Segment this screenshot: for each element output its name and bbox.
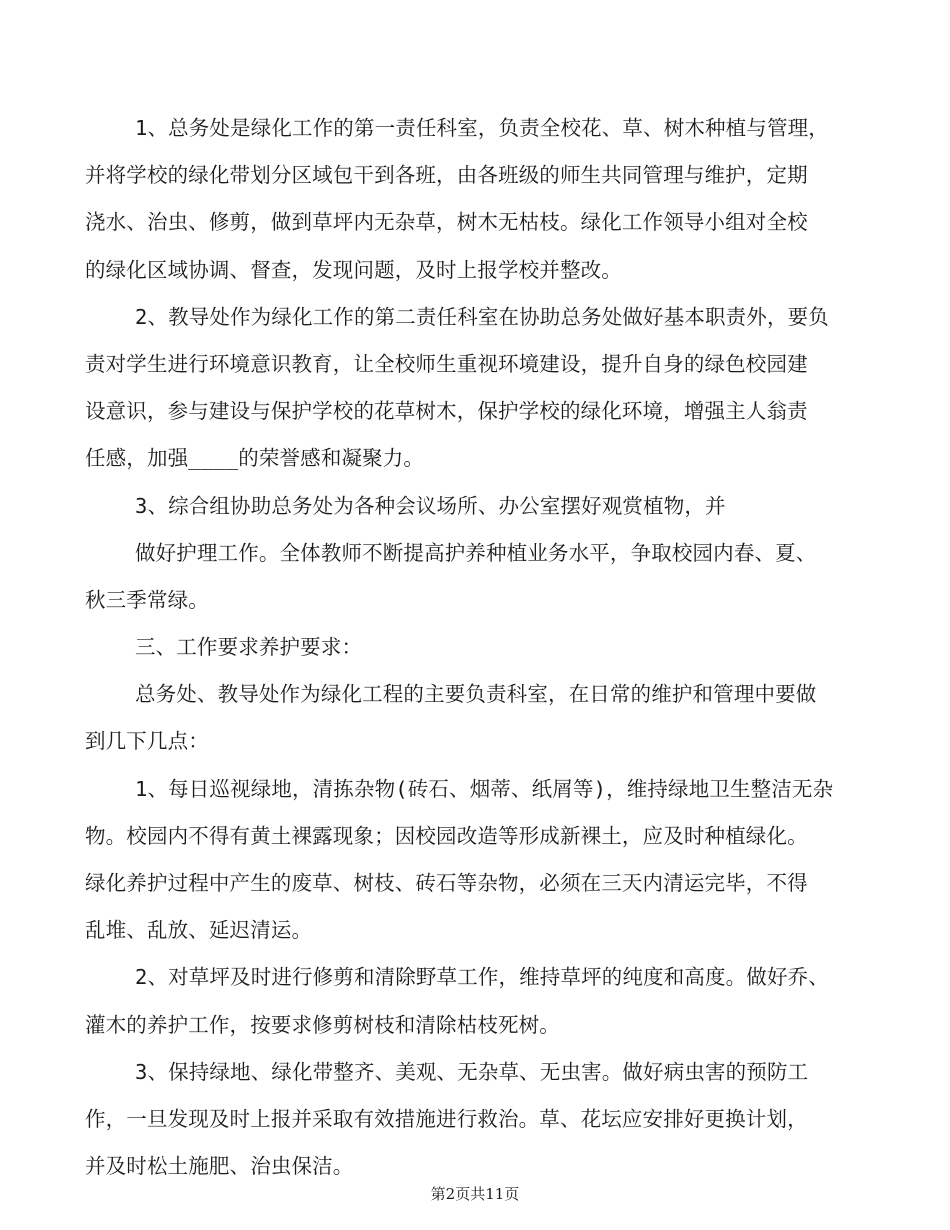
text-line: 2、教导处作为绿化工作的第二责任科室在协助总务处做好基本职责外，要负 — [85, 304, 829, 329]
text-line: 作，一旦发现及时上报并采取有效措施进行救治。草、花坛应安排好更换计划， — [85, 1106, 808, 1131]
text-line: 到几下几点： — [85, 729, 209, 754]
text-line: 物。校园内不得有黄土裸露现象；因校园改造等形成新裸土，应及时种植绿化。 — [85, 823, 808, 848]
text-line: 绿化养护过程中产生的废草、树枝、砖石等杂物，必须在三天内清运完毕，不得 — [85, 871, 808, 895]
text-line: 做好护理工作。全体教师不断提高护养种植业务水平，争取校园内春、夏、 — [85, 540, 817, 565]
text-line: 1、总务处是绿化工作的第一责任科室，负责全校花、草、树木种植与管理， — [85, 116, 829, 140]
text-line: 的绿化区域协调、督查，发现问题，及时上报学校并整改。 — [85, 257, 622, 282]
text-line: 秋三季常绿。 — [85, 587, 209, 612]
text-line: 并将学校的绿化带划分区域包干到各班，由各班级的师生共同管理与维护，定期 — [85, 163, 808, 188]
text-line: 乱堆、乱放、延迟清运。 — [85, 918, 313, 943]
section-heading: 三、工作要求养护要求： — [85, 635, 363, 660]
text-line: 任感，加强____的荣誉感和凝聚力。 — [85, 446, 425, 471]
text-line: 3、保持绿地、绿化带整齐、美观、无杂草、无虫害。做好病虫害的预防工 — [85, 1059, 809, 1084]
document-body — [85, 105, 870, 1190]
text-line: 浇水、治虫、修剪，做到草坪内无杂草，树木无枯枝。绿化工作领导小组对全校 — [85, 210, 808, 235]
text-line: 2、对草坪及时进行修剪和清除野草工作，维持草坪的纯度和高度。做好乔、 — [85, 965, 829, 990]
text-line: 1、每日巡视绿地，清拣杂物(砖石、烟蒂、纸屑等)，维持绿地卫生整洁无杂 — [85, 776, 834, 801]
text-line: 责对学生进行环境意识教育，让全校师生重视环境建设，提升自身的绿色校园建 — [85, 351, 808, 376]
text-line: 3、综合组协助总务处为各种会议场所、办公室摆好观赏植物，并 — [85, 493, 726, 518]
page-number: 第2页共11页 — [430, 1185, 520, 1203]
text-line: 总务处、教导处作为绿化工程的主要负责科室，在日常的维护和管理中要做 — [85, 682, 817, 707]
text-line: 设意识，参与建设与保护学校的花草树木，保护学校的绿化环境，增强主人翁责 — [85, 399, 808, 424]
text-line: 并及时松土施肥、治虫保洁。 — [85, 1154, 354, 1179]
text-line: 灌木的养护工作，按要求修剪树枝和清除枯枝死树。 — [85, 1012, 560, 1037]
